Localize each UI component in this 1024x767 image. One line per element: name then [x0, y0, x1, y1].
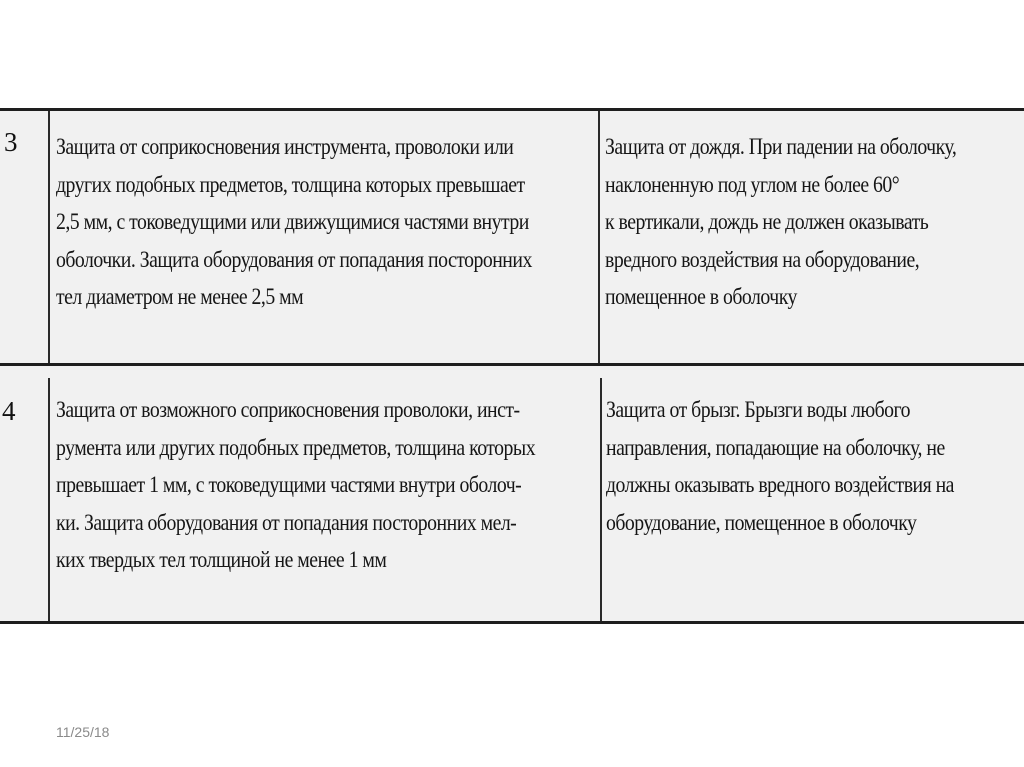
text-line: превышает 1 мм, с токоведущими частями внутри оболоч- — [56, 472, 522, 497]
protection-description-left — [56, 391, 535, 579]
text-line: наклоненную под углом не более 60° — [605, 171, 900, 197]
protection-description-right — [606, 391, 954, 541]
column-divider-number — [48, 111, 50, 363]
table-top-border — [0, 108, 1024, 111]
text-line: вредного воздействия на оборудование, — [605, 246, 920, 272]
text-line: других подобных предметов, толщина которых превышает — [56, 171, 525, 197]
column-divider-middle — [598, 111, 600, 363]
text-line: должны оказывать вредного воздействия на — [606, 472, 954, 497]
text-line: оборудование, помещенное в оболочку — [606, 509, 917, 535]
row-number: 3 — [4, 127, 18, 157]
text-line: румента или других подобных предметов, толщина которых — [56, 434, 536, 460]
protection-description-right — [605, 128, 956, 316]
table-bottom-border — [0, 621, 1024, 624]
text-line: помещенное в оболочку — [605, 284, 797, 309]
text-line: ких твердых тел толщиной не менее 1 мм — [56, 547, 387, 572]
row-number: 4 — [2, 396, 16, 426]
text-line: 2,5 мм, с токоведущими или движущимися частями внутри — [56, 209, 529, 234]
slide-date: 11/25/18 — [56, 724, 110, 740]
text-line: к вертикали, дождь не должен оказывать — [605, 209, 929, 234]
text-line: тел диаметром не менее 2,5 мм — [56, 284, 304, 309]
text-line: Защита от брызг. Брызги воды любого — [606, 397, 911, 422]
text-line: ки. Защита оборудования от попадания посторонних мел- — [56, 509, 517, 535]
text-line: Защита от возможного соприкосновения проволоки, инст- — [56, 397, 520, 422]
column-divider-number — [48, 378, 50, 621]
protection-description-left — [56, 128, 532, 316]
text-line: направления, попадающие на оболочку, не — [606, 434, 945, 460]
table-row-divider — [0, 363, 1024, 366]
text-line: оболочки. Защита оборудования от попадания посторонних — [56, 246, 532, 272]
column-divider-middle — [600, 378, 602, 621]
text-line: Защита от дождя. При падении на оболочку, — [605, 134, 957, 159]
text-line: Защита от соприкосновения инструмента, проволоки или — [56, 134, 514, 159]
